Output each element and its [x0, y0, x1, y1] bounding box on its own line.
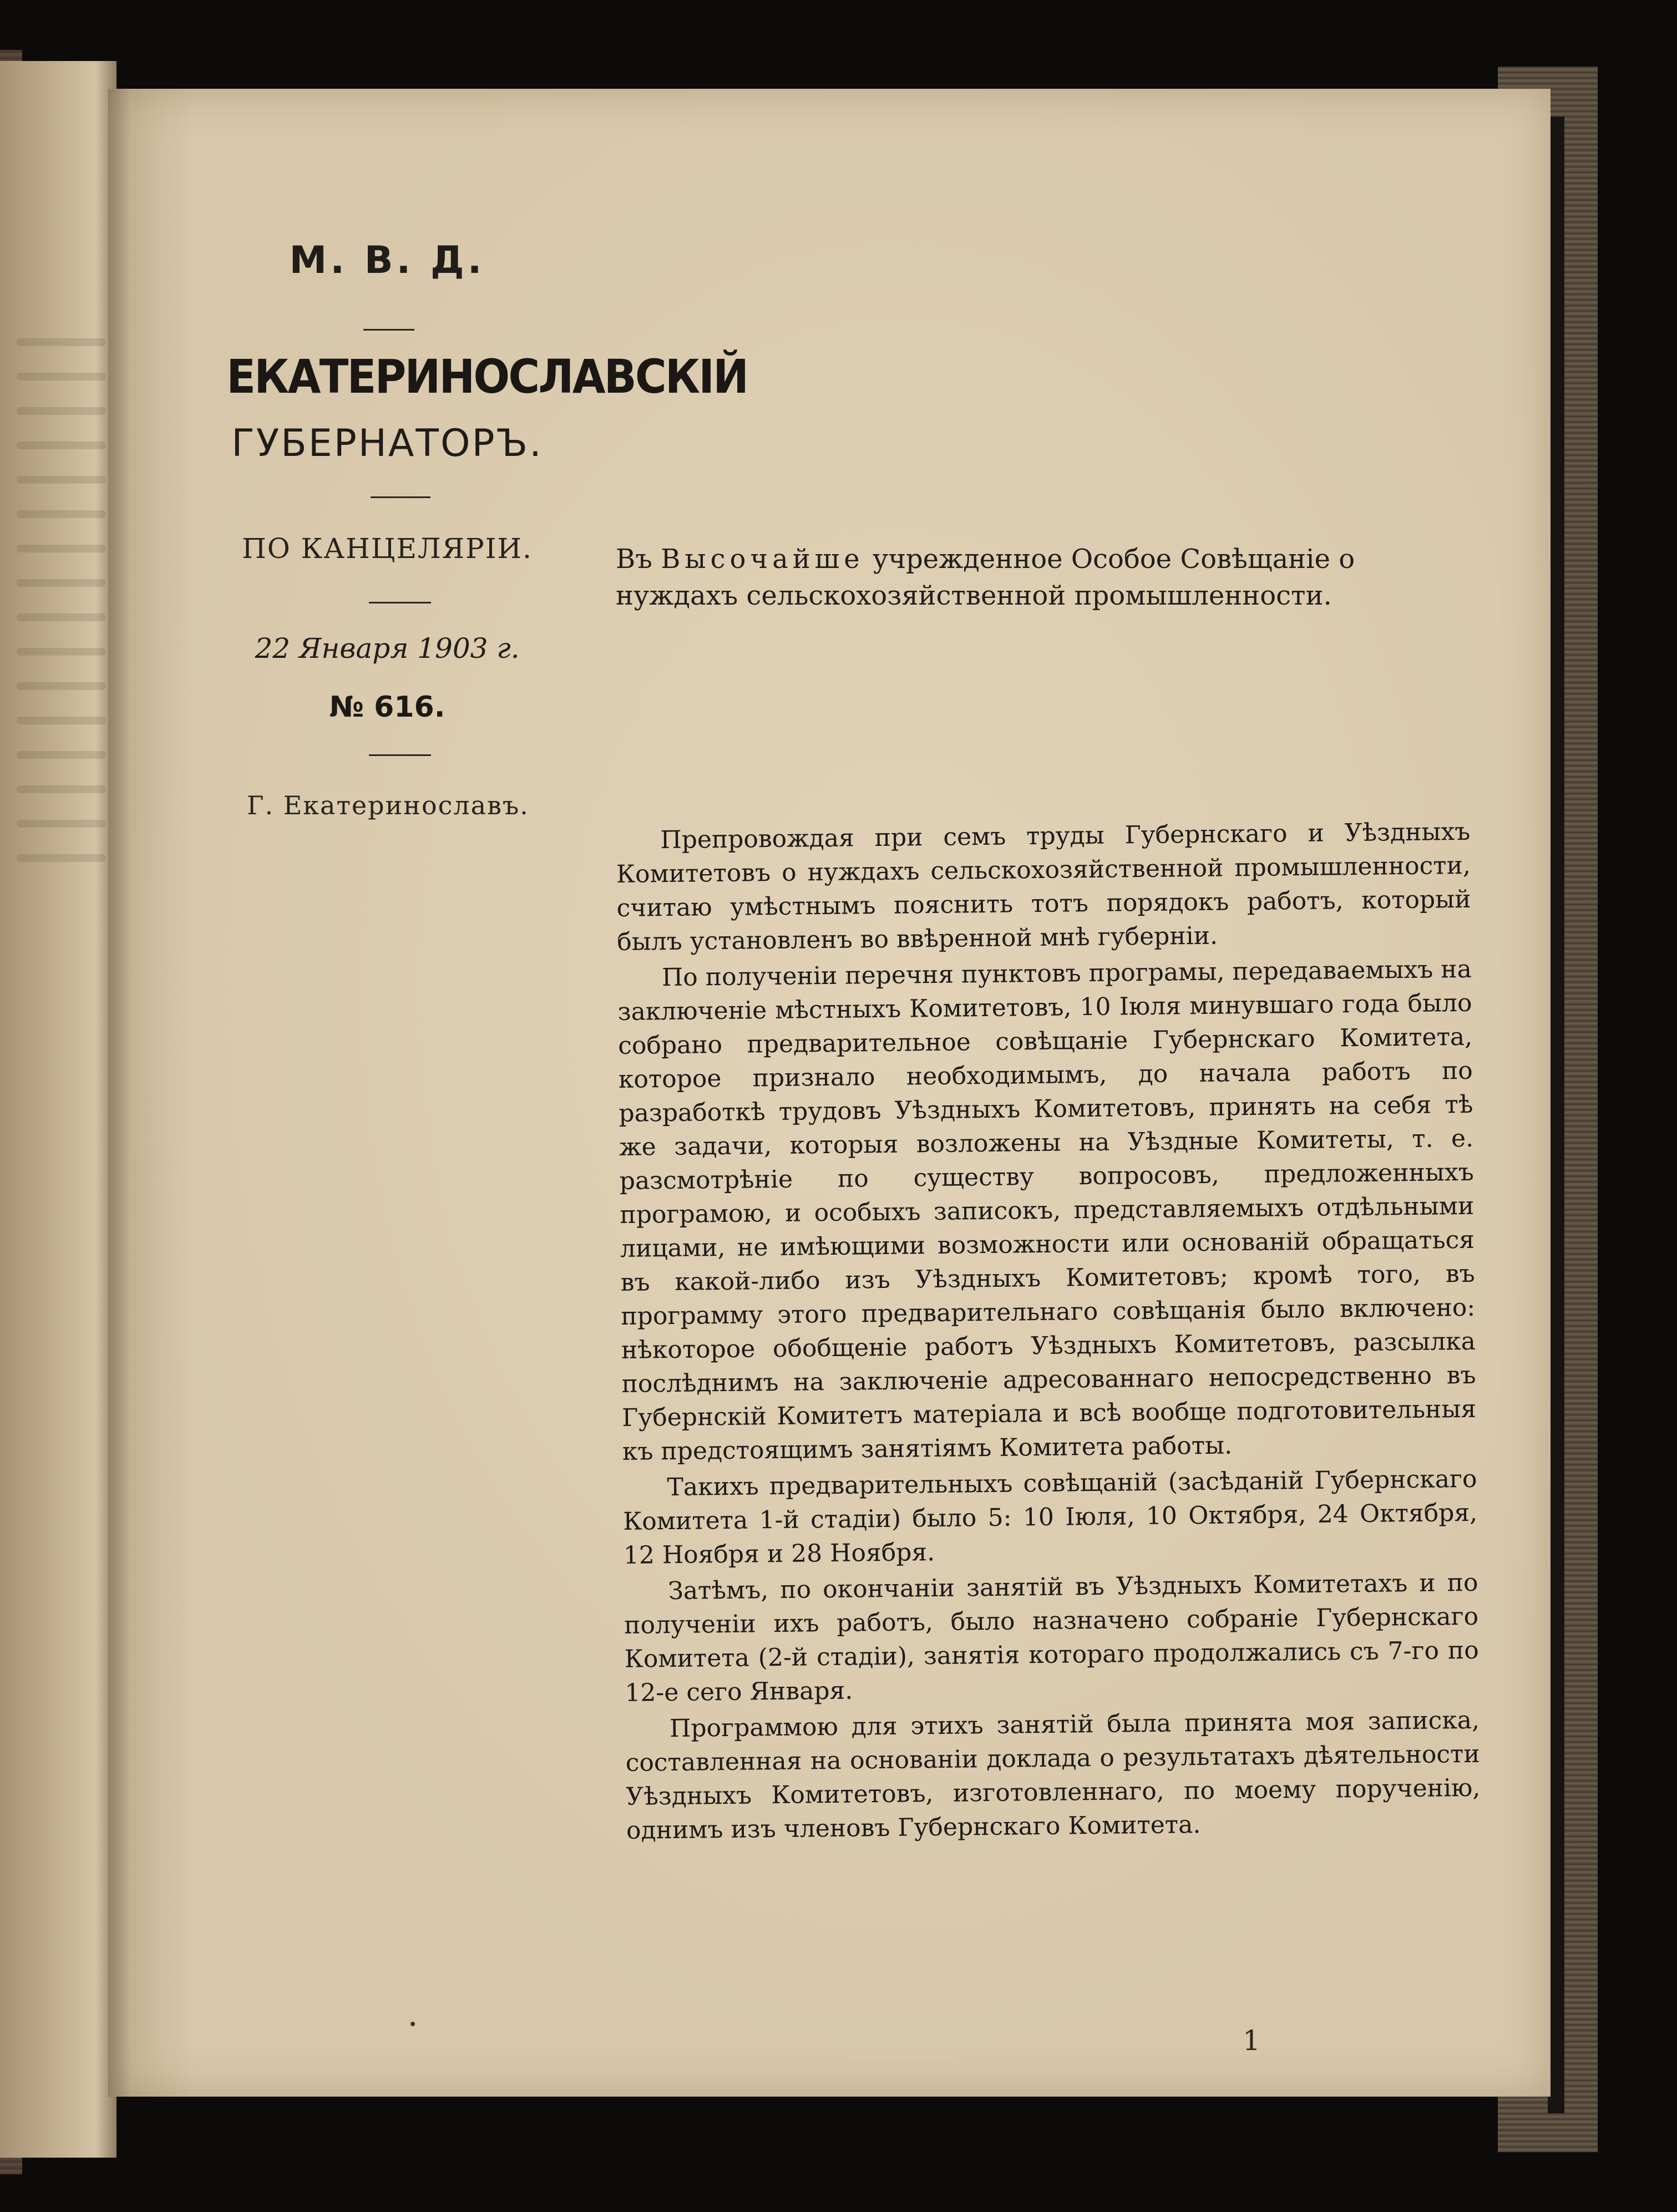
document-city: Г. Екатеринославъ.: [247, 790, 529, 820]
document-date: 22 Января 1903 г.: [255, 632, 520, 664]
divider-rule: [369, 602, 431, 603]
divider-rule: [371, 496, 430, 498]
ministry-abbrev: М. В. Д.: [289, 239, 485, 282]
paper-speck: [411, 2022, 415, 2026]
previous-page-edge: [0, 61, 116, 2158]
addressee: [616, 541, 1470, 614]
governor-title-line2: ГУБЕРНАТОРЪ.: [231, 422, 543, 465]
gutter-shade: [108, 89, 130, 2097]
divider-rule: [369, 754, 431, 756]
previous-page-bleed: [17, 338, 105, 889]
department-label: ПО КАНЦЕЛЯРІИ.: [242, 532, 533, 565]
divider-rule: [363, 329, 414, 331]
body-paragraph: Препровождая при семъ труды Губернскаго и Уѣздныхъ Комитетовъ о нуждахъ сельскохозяйственной промышленности, считаю умѣстнымъ пояснить тотъ порядокъ работъ, который былъ установленъ во ввѣренной мнѣ губерніи.: [616, 817, 1471, 956]
addressee-rest: учрежденное Особое Совѣщаніе о нуждахъ сельскохозяйственной промышленности.: [616, 544, 1355, 611]
addressee-prefix: Въ: [616, 544, 661, 575]
page-number: 1: [1243, 2025, 1260, 2057]
body-paragraph: Программою для этихъ занятій была принята моя записка, составленная на основаніи доклада о результатахъ дѣятельности Уѣздныхъ Комитетовъ, изготовленнаго, по моему порученію, однимъ изъ членовъ Губернскаго Комитета.: [625, 1706, 1481, 1845]
document-number: № 616.: [329, 691, 445, 724]
body-paragraph: Такихъ предварительныхъ совѣщаній (засѣданій Губернскаго Комитета 1-й стадіи) было 5: 10 Іюля, 10 Октября, 24 Октября, 12 Ноября и 28 Ноября.: [622, 1464, 1478, 1570]
document-page: [108, 89, 1551, 2097]
letter-body: [616, 815, 1481, 1850]
addressee-spaced-word: Высочайше: [661, 544, 864, 575]
body-paragraph: По полученіи перечня пунктовъ програмы, передаваемыхъ на заключеніе мѣстныхъ Комитетовъ, 10 Іюля минувшаго года было собрано предварительное совѣщаніе Губернскаго Комитета, которое признало необходимымъ, до начала работъ по разработкѣ трудовъ Уѣздныхъ Комитетовъ, принять на себя тѣ же задачи, которыя возложены на Уѣздные Комитеты, т. е. разсмотрѣніе по существу вопросовъ, предложенныхъ програмою, и особыхъ записокъ, представляемыхъ отдѣльными лицами, не имѣющими возможности или основаній обращаться въ какой-либо изъ Уѣздныхъ Комитетовъ; кромѣ того, въ программу этого предварительнаго совѣщанія было включено: нѣкоторое обобщеніе работъ Уѣздныхъ Комитетовъ, разсылка послѣднимъ на заключеніе адресованнаго непосредственно въ Губернскій Комитетъ матеріала и всѣ вообще подготовительныя къ предстоящимъ занятіямъ Комитета работы.: [617, 955, 1477, 1466]
body-paragraph: Затѣмъ, по окончаніи занятій въ Уѣздныхъ Комитетахъ и по полученіи ихъ работъ, было назначено собраніе Губернскаго Комитета (2-й стадіи), занятія котораго продолжались съ 7-го по 12-е сего Января.: [624, 1568, 1479, 1707]
governor-title-line1: ЕКАТЕРИНОСЛАВСКІЙ: [226, 349, 748, 404]
